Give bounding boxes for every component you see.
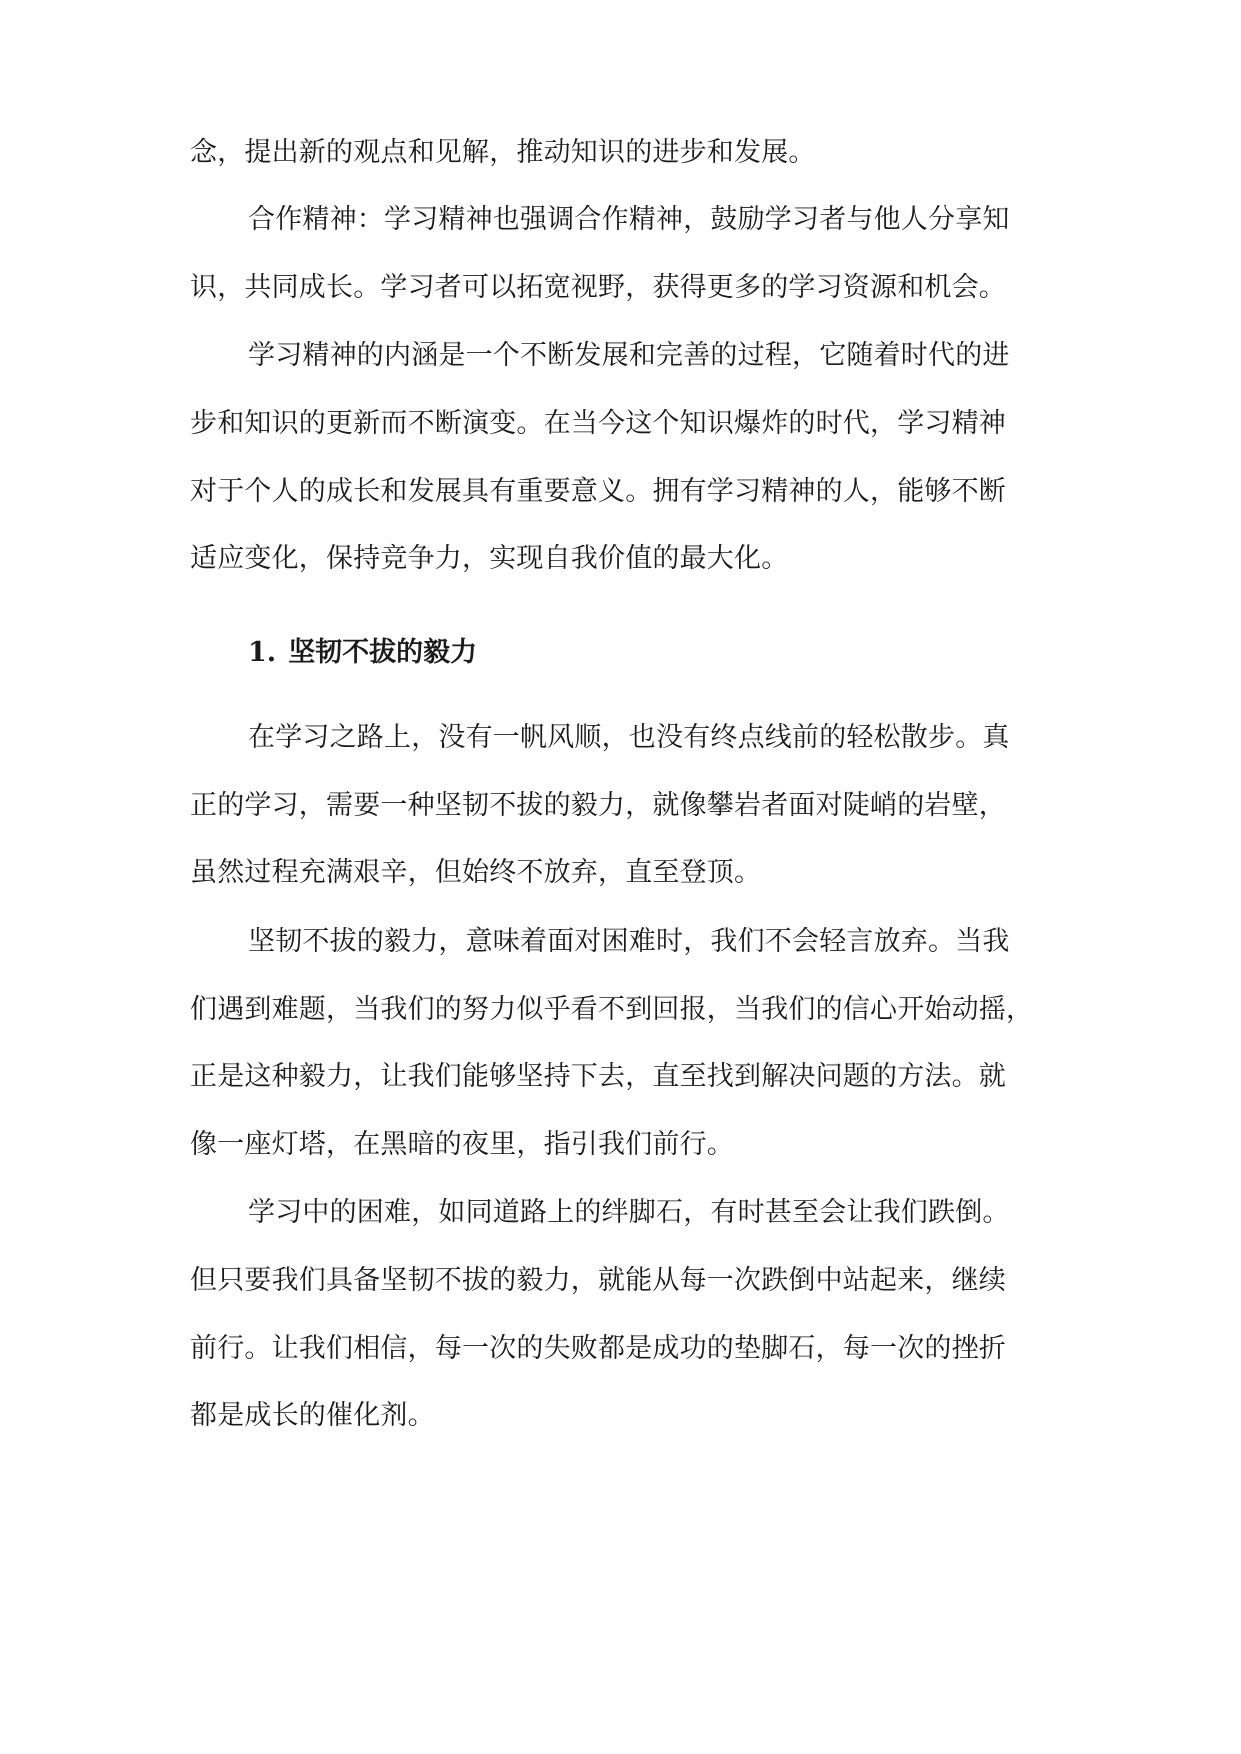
paragraph-line: 念，提出新的观点和见解，推动知识的进步和发展。 (190, 137, 816, 168)
paragraph-line: 但只要我们具备坚韧不拔的毅力，就能从每一次跌倒中站起来，继续 (190, 1265, 1006, 1296)
paragraph-line: 都是成长的催化剂。 (190, 1400, 435, 1431)
paragraph-line: 正是这种毅力，让我们能够坚持下去，直至找到解决问题的方法。就 (190, 1061, 1006, 1092)
heading-title: 坚韧不拔的毅力 (288, 637, 478, 668)
paragraph-line: 学习中的困难，如同道路上的绊脚石，有时甚至会让我们跌倒。 (248, 1197, 1010, 1228)
section-heading (248, 633, 477, 673)
paragraph-line: 正的学习，需要一种坚韧不拔的毅力，就像攀岩者面对陡峭的岩壁， (190, 790, 1006, 821)
paragraph-line: 前行。让我们相信，每一次的失败都是成功的垫脚石，每一次的挫折 (190, 1333, 1006, 1364)
heading-number: 1. (248, 637, 277, 668)
paragraph-line: 像一座灯塔，在黑暗的夜里，指引我们前行。 (190, 1129, 734, 1160)
paragraph-line: 学习精神的内涵是一个不断发展和完善的过程，它随着时代的进 (248, 340, 1010, 371)
paragraph-line: 们遇到难题，当我们的努力似乎看不到回报，当我们的信心开始动摇， (190, 994, 1034, 1025)
paragraph-line: 合作精神：学习精神也强调合作精神，鼓励学习者与他人分享知 (248, 204, 1010, 235)
paragraph-line: 步和知识的更新而不断演变。在当今这个知识爆炸的时代，学习精神 (190, 408, 1006, 439)
paragraph-line: 虽然过程充满艰辛，但始终不放弃，直至登顶。 (190, 857, 762, 888)
paragraph-line: 在学习之路上，没有一帆风顺，也没有终点线前的轻松散步。真 (248, 722, 1010, 753)
paragraph-line: 识，共同成长。学习者可以拓宽视野，获得更多的学习资源和机会。 (190, 272, 1006, 303)
paragraph-line: 适应变化，保持竞争力，实现自我价值的最大化。 (190, 543, 789, 574)
paragraph-line: 对于个人的成长和发展具有重要意义。拥有学习精神的人，能够不断 (190, 476, 1006, 507)
paragraph-line: 坚韧不拔的毅力，意味着面对困难时，我们不会轻言放弃。当我 (248, 926, 1010, 957)
